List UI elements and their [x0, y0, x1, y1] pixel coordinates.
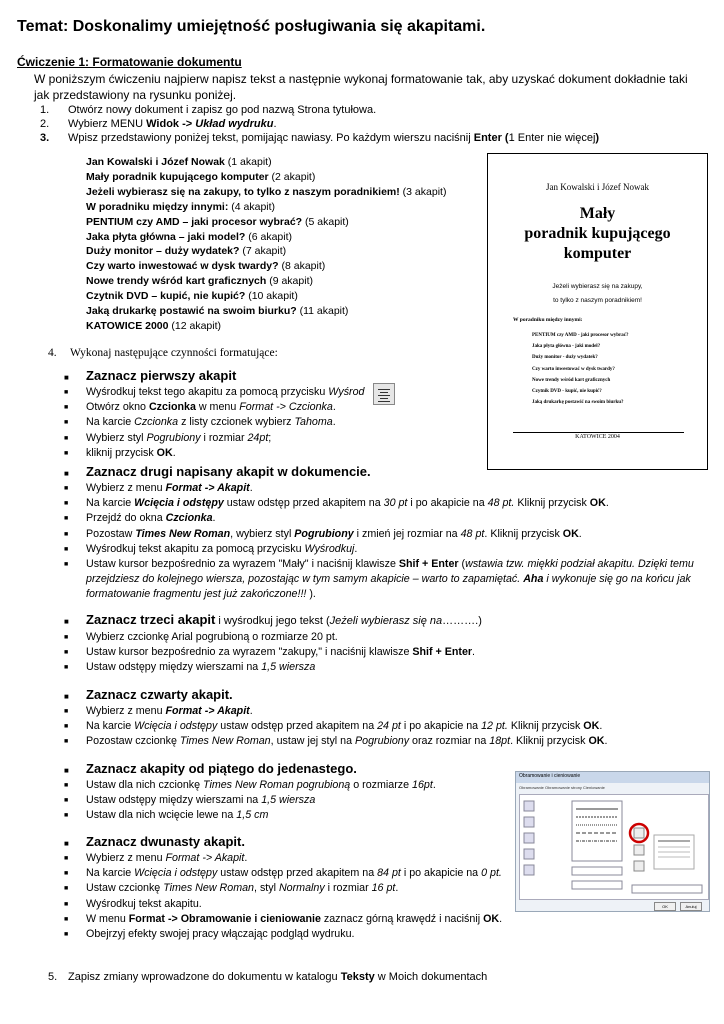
- cancel-button[interactable]: Anuluj: [680, 902, 702, 911]
- list-item: Czytnik DVD – kupić, nie kupić? (10 akapit): [86, 290, 298, 303]
- center-align-icon: [373, 383, 395, 405]
- color-select: [572, 867, 622, 875]
- list-item: Jeżeli wybierasz się na zakupy, to tylko z naszym poradnikiem! (3 akapit): [86, 185, 447, 198]
- apply-to-select: [632, 885, 702, 893]
- style-list: [572, 801, 622, 861]
- borders-dialog-screenshot: [515, 771, 710, 912]
- width-select: [572, 881, 622, 889]
- paragraph-list: [86, 155, 486, 334]
- preview-title: Mały poradnik kupującego komputer: [524, 205, 671, 262]
- section-6: ■ Zaznacz dwunasty akapit. ■ Wybierz z menu Format -> Akapit. ■ Na karcie Wcięcia i odstępy ustaw odstęp przed akapitem na 84 pt i po akapicie na 0 pt. ■ Ustaw czcionkę Times New Roman, styl Normalny i rozmiar 16 pt. ■ Wyśrodkuj tekst akapitu. ■ W menu Format -> Obramowanie i cieniowanie zaznacz górną krawędź i naciśnij OK. ■ Obejrzyj efekty swojej pracy włączając podgląd wydruku.: [64, 833, 514, 942]
- section-heading: Zaznacz trzeci akapit: [86, 612, 216, 627]
- list-item: PENTIUM czy AMD - jaki procesor wybrać?: [532, 333, 629, 338]
- section-3: ■ Zaznacz trzeci akapit i wyśrodkuj jego tekst (Jeżeli wybierasz się na……….) ■ Wybierz czcionkę Arial pogrubioną o rozmiarze 20 pt. ■ Ustaw kursor bezpośrednio za wyrazem "zakupy," i naciśnij klawisze Shif + Enter. ■ Ustaw odstępy między wierszami na 1,5 wiersza: [64, 611, 704, 676]
- step-2: 2. Wybierz MENU Widok -> Układ wydruku.: [40, 118, 277, 130]
- exercise-title: Ćwiczenie 1: Formatowanie dokumentu: [17, 55, 242, 69]
- top-border-icon: [634, 828, 644, 838]
- border-none-icon: [524, 801, 534, 811]
- ok-button[interactable]: OK: [654, 902, 676, 911]
- page-title: Temat: Doskonalimy umiejętność posługiwania się akapitami.: [17, 18, 486, 35]
- list-item: Jaką drukarkę postawić na swoim biurku?: [532, 400, 624, 406]
- dialog-tabs: Obramowanie Obramowanie strony Cieniowanie: [519, 785, 605, 790]
- list-item: Nowe trendy wśród kart graficznych: [532, 377, 611, 383]
- border-3d-icon: [524, 849, 534, 859]
- list-item: Jaka płyta główna – jaki model? (6 akapit): [86, 230, 292, 243]
- step-5: 5. Zapisz zmiany wprowadzone do dokumentu w katalogu Teksty w Moich dokumentach: [48, 971, 488, 983]
- dialog-pane: [519, 794, 709, 900]
- section-heading: Zaznacz pierwszy akapit: [86, 368, 237, 383]
- dialog-controls: [520, 795, 708, 899]
- list-item: W poradniku między innymi: (4 akapit): [86, 200, 276, 213]
- section-heading: Zaznacz czwarty akapit.: [86, 687, 233, 702]
- preview-footer: KATOWICE 2004: [575, 434, 620, 440]
- intro-text: W poniższym ćwiczeniu najpierw napisz tekst a następnie wykonaj formatowanie tak, aby uzyskać dokument dokładnie taki jak przedstawiony na rysunku poniżej.: [34, 72, 688, 102]
- list-item: Czy warto inwestować w dysk twardy? (8 akapit): [86, 260, 326, 273]
- border-box-icon: [524, 817, 534, 827]
- list-item: Czytnik DVD - kupić, nie kupić?: [532, 389, 602, 395]
- list-item: KATOWICE 2000 (12 akapit): [86, 319, 221, 332]
- section-2: ■ Zaznacz drugi napisany akapit w dokumencie. ■ Wybierz z menu Format -> Akapit. ■ Na karcie Wcięcia i odstępy ustaw odstęp przed akapitem na 30 pt i po akapicie na 48 pt. Kliknij przycisk OK. ■ Przejdź do okna Czcionka. ■ Pozostaw Times New Roman, wybierz styl Pogrubiony i zmień jej rozmiar na 48 pt. Kliknij przycisk OK. ■ Wyśrodkuj tekst akapitu za pomocą przycisku Wyśrodkuj. ■ Ustaw kursor bezpośrednio za wyrazem "Mały" i naciśnij klawisze Shif + Enter (wstawia tzw. miękki podział akapitu. Dzięki temu przejdziesz do kolejnego wiersza, pozostając w tym samym akapicie – warto to zapamiętać. Aha i wykonuje się go na końcu jak formatowanie fragmentu jest już zakończone!!! ).: [64, 463, 704, 603]
- bottom-border-icon: [634, 861, 644, 871]
- list-item: PENTIUM czy AMD – jaki procesor wybrać? (5 akapit): [86, 215, 349, 228]
- step-4: 4. Wykonaj następujące czynności formatujące:: [48, 347, 278, 359]
- list-item: Duży monitor – duży wydatek? (7 akapit): [86, 245, 287, 258]
- dialog-title: Obramowanie i cieniowanie: [519, 773, 581, 779]
- list-item: Jaką drukarkę postawić na swoim biurku? (11 akapit): [86, 305, 349, 318]
- list-item: Nowe trendy wśród kart graficznych (9 akapit): [86, 275, 313, 288]
- section-heading: Zaznacz drugi napisany akapit w dokumencie.: [86, 464, 371, 479]
- preview-author: Jan Kowalski i Józef Nowak: [546, 182, 649, 192]
- section-4: ■ Zaznacz czwarty akapit. ■ Wybierz z menu Format -> Akapit. ■ Na karcie Wcięcia i odstępy ustaw odstęp przed akapitem na 24 pt i po akapicie na 12 pt. Kliknij przycisk OK. ■ Pozostaw czcionkę Times New Roman, ustaw jej styl na Pogrubiony oraz rozmiar na 18pt. Kliknij przycisk OK.: [64, 686, 704, 750]
- step-3: 3. Wpisz przedstawiony poniżej tekst, pomijając nawiasy. Po każdym wierszu naciśnij Enter (1 Enter nie więcej): [40, 132, 600, 144]
- section-5: ■ Zaznacz akapity od piątego do jedenastego. ■ Ustaw dla nich czcionkę Times New Roman pogrubioną o rozmiarze 16pt. ■ Ustaw odstępy między wierszami na 1,5 wiersza ■ Ustaw dla nich wcięcie lewe na 1,5 cm: [64, 760, 504, 824]
- preview-list-head: W poradniku między innymi:: [513, 317, 583, 323]
- list-item: Duży monitor - duży wydatek?: [532, 355, 598, 361]
- list-item: Jaka płyta główna - jaki model?: [532, 344, 601, 350]
- section-heading: Zaznacz akapity od piątego do jedenastego.: [86, 761, 357, 776]
- border-shadow-icon: [524, 833, 534, 843]
- border-custom-icon: [524, 865, 534, 875]
- section-1: ■ Zaznacz pierwszy akapit ■ Wyśrodkuj tekst tego akapitu za pomocą przycisku Wyśrod ■ Otwórz okno Czcionka w menu Format -> Czcionka. ■ Na karcie Czcionka z listy czcionek wybierz Tahoma. ■ Wybierz styl Pogrubiony i rozmiar 24pt; ■ kliknij przycisk OK.: [64, 367, 664, 461]
- list-item: Mały poradnik kupującego komputer (2 akapit): [86, 170, 316, 183]
- list-item: Czy warto inwestować w dysk twardy?: [532, 366, 615, 372]
- preview-subtitle: Jeżeli wybierasz się na zakupy, to tylko z naszym poradnikiem!: [552, 283, 643, 304]
- steps-list: [40, 103, 690, 145]
- step-1: 1. Otwórz nowy dokument i zapisz go pod nazwą Strona tytułowa.: [40, 104, 377, 116]
- section-heading: Zaznacz dwunasty akapit.: [86, 834, 245, 849]
- list-item: Jan Kowalski i Józef Nowak (1 akapit): [86, 156, 272, 168]
- middle-border-icon: [634, 845, 644, 855]
